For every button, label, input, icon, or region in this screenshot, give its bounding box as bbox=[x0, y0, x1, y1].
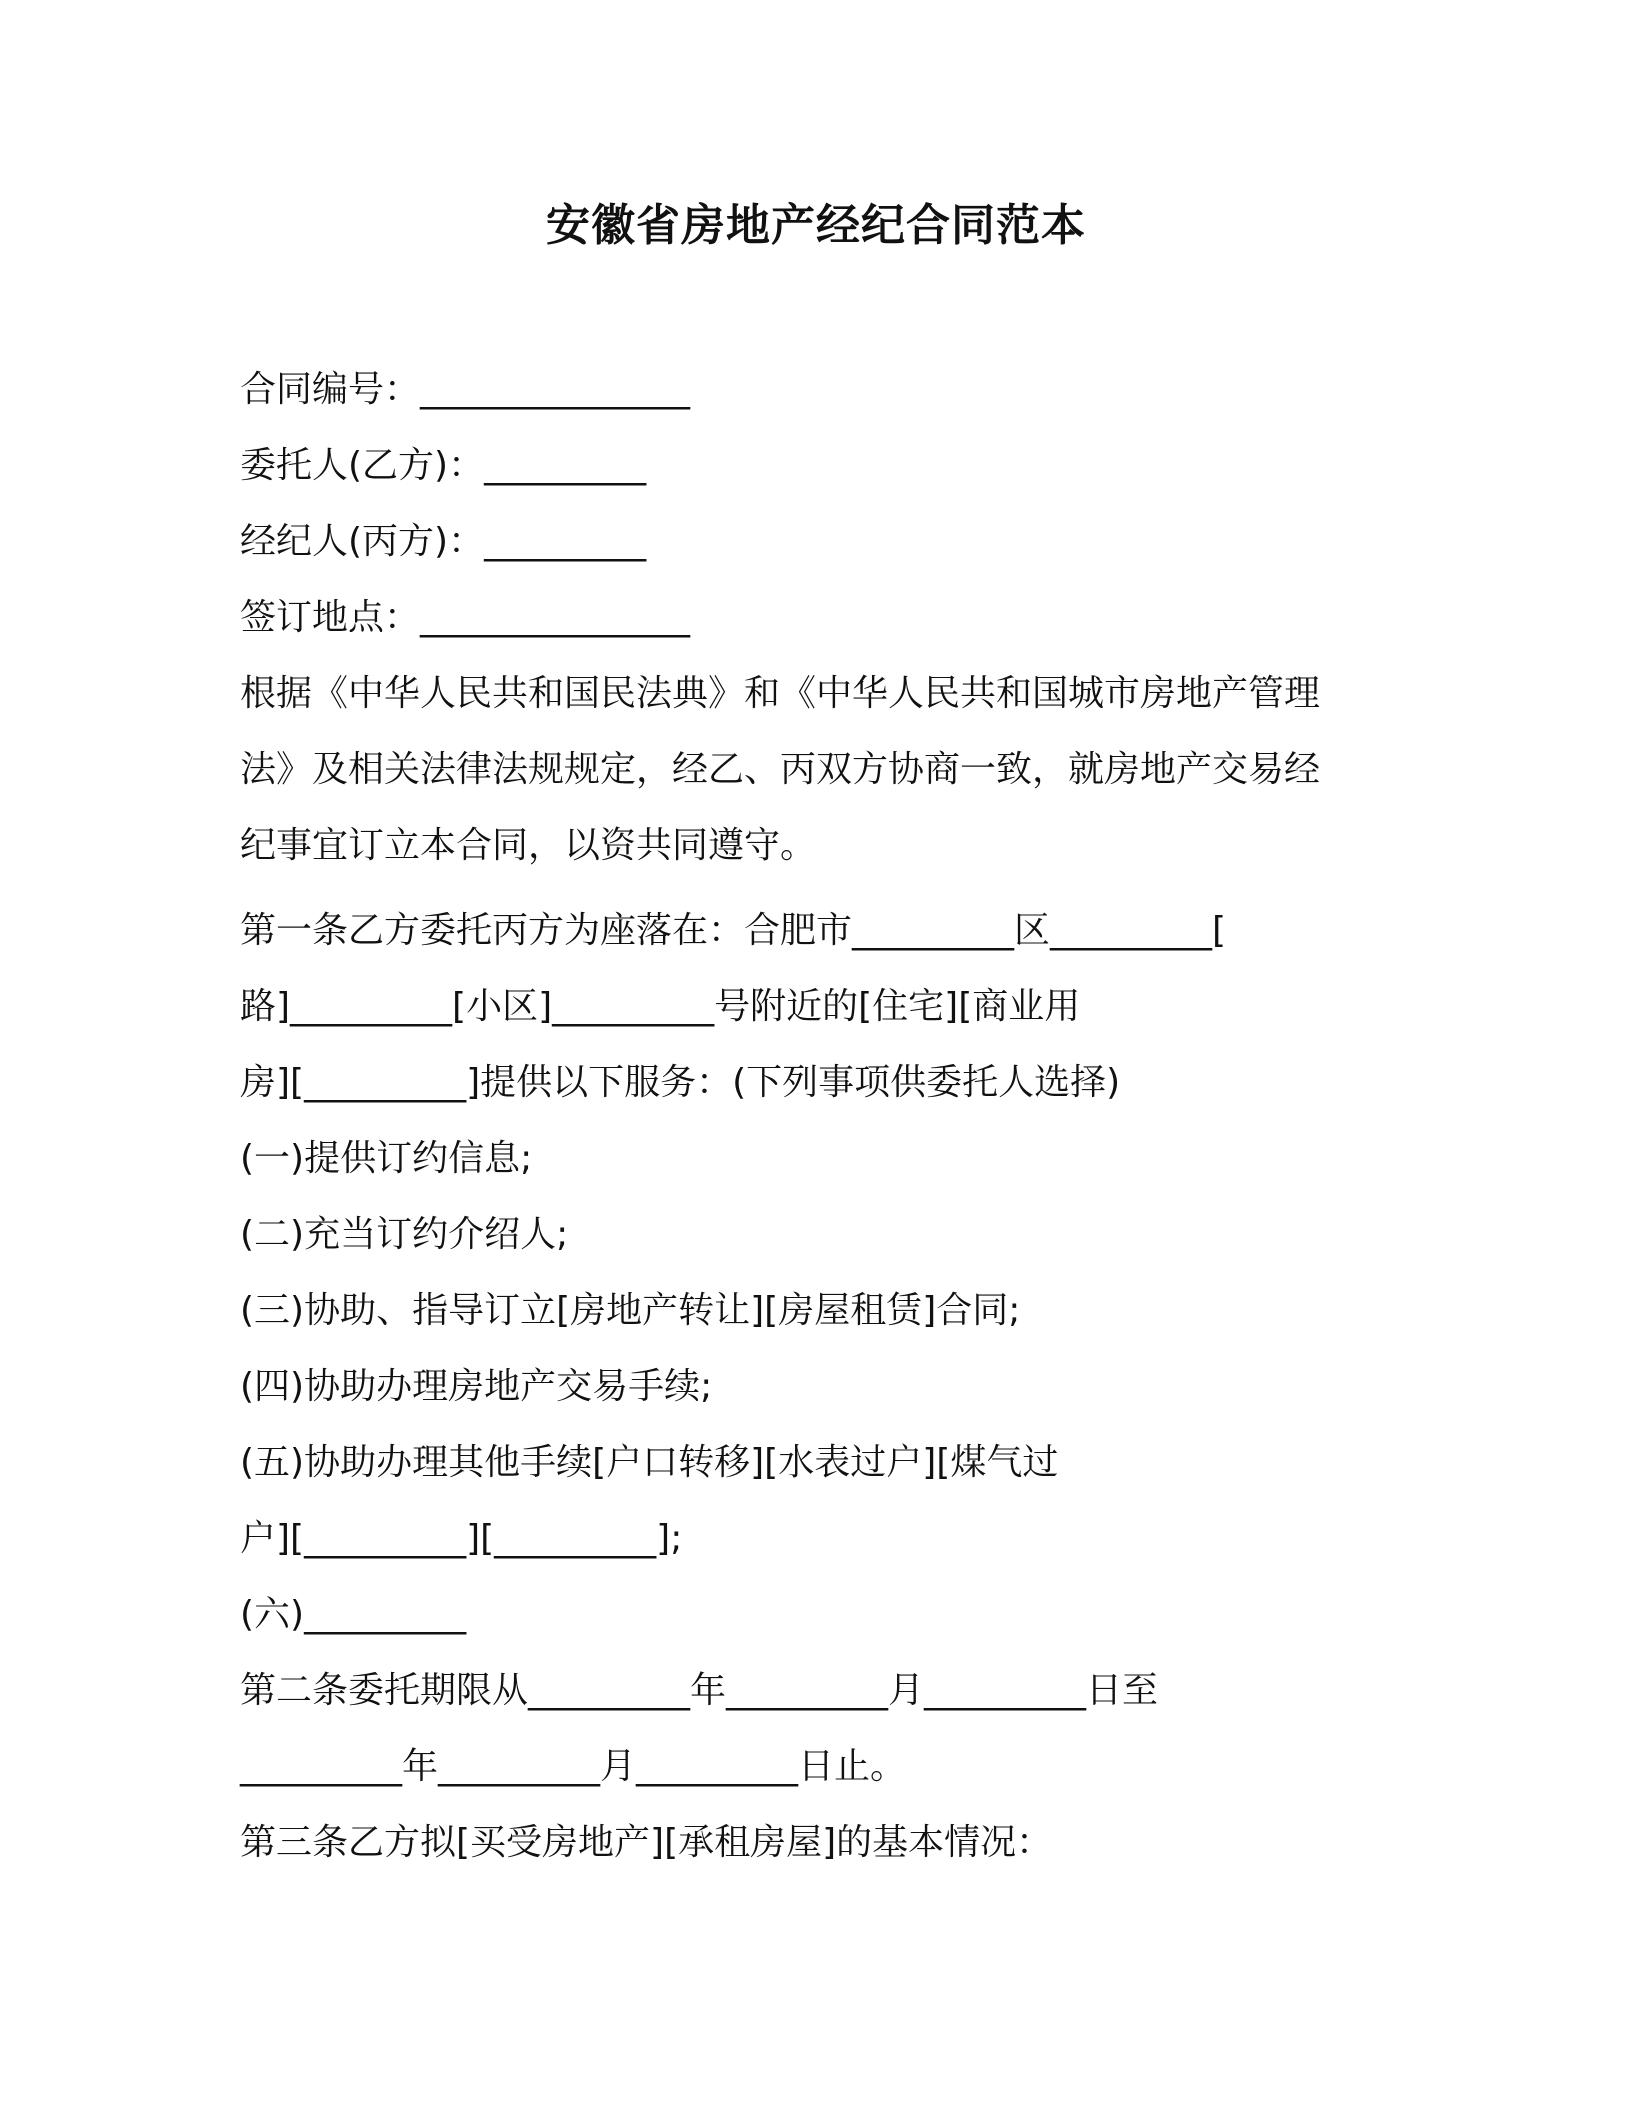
client-party-line: 委托人(乙方)：_________ bbox=[240, 445, 647, 486]
service-item-5-line-1: (五)协助办理其他手续[户口转移][水表过户][煤气过 bbox=[240, 1442, 1059, 1483]
preamble-line-2: 法》及相关法律法规规定，经乙、丙双方协商一致，就房地产交易经 bbox=[240, 749, 1321, 790]
article-3-line-1: 第三条乙方拟[买受房地产][承租房屋]的基本情况： bbox=[240, 1822, 1053, 1863]
signing-place-line: 签订地点：_______________ bbox=[240, 597, 691, 638]
service-item-4: (四)协助办理房地产交易手续; bbox=[240, 1366, 713, 1407]
preamble-line-3: 纪事宜订立本合同，以资共同遵守。 bbox=[240, 825, 817, 866]
service-item-3: (三)协助、指导订立[房地产转让][房屋租赁]合同; bbox=[240, 1290, 1021, 1331]
service-item-6: (六)_________ bbox=[240, 1594, 467, 1635]
broker-party-line: 经纪人(丙方)：_________ bbox=[240, 521, 647, 562]
article-2-line-2: _________年_________月_________日止。 bbox=[240, 1746, 907, 1787]
preamble-line-1: 根据《中华人民共和国民法典》和《中华人民共和国城市房地产管理 bbox=[240, 673, 1321, 714]
article-2-line-1: 第二条委托期限从_________年_________月_________日至 bbox=[240, 1670, 1159, 1711]
article-1-line-2: 路]_________[小区]_________号附近的[住宅][商业用 bbox=[240, 986, 1081, 1027]
contract-number-line: 合同编号：_______________ bbox=[240, 369, 691, 410]
article-1-line-3: 房][_________]提供以下服务：(下列事项供委托人选择) bbox=[240, 1062, 1121, 1103]
article-1-line-1: 第一条乙方委托丙方为座落在：合肥市_________区_________[ bbox=[240, 910, 1227, 951]
service-item-1: (一)提供订约信息; bbox=[240, 1138, 533, 1179]
service-item-5-line-2: 户][_________][_________]; bbox=[240, 1518, 683, 1559]
document-title: 安徽省房地产经纪合同范本 bbox=[546, 200, 1086, 251]
service-item-2: (二)充当订约介绍人; bbox=[240, 1214, 569, 1255]
